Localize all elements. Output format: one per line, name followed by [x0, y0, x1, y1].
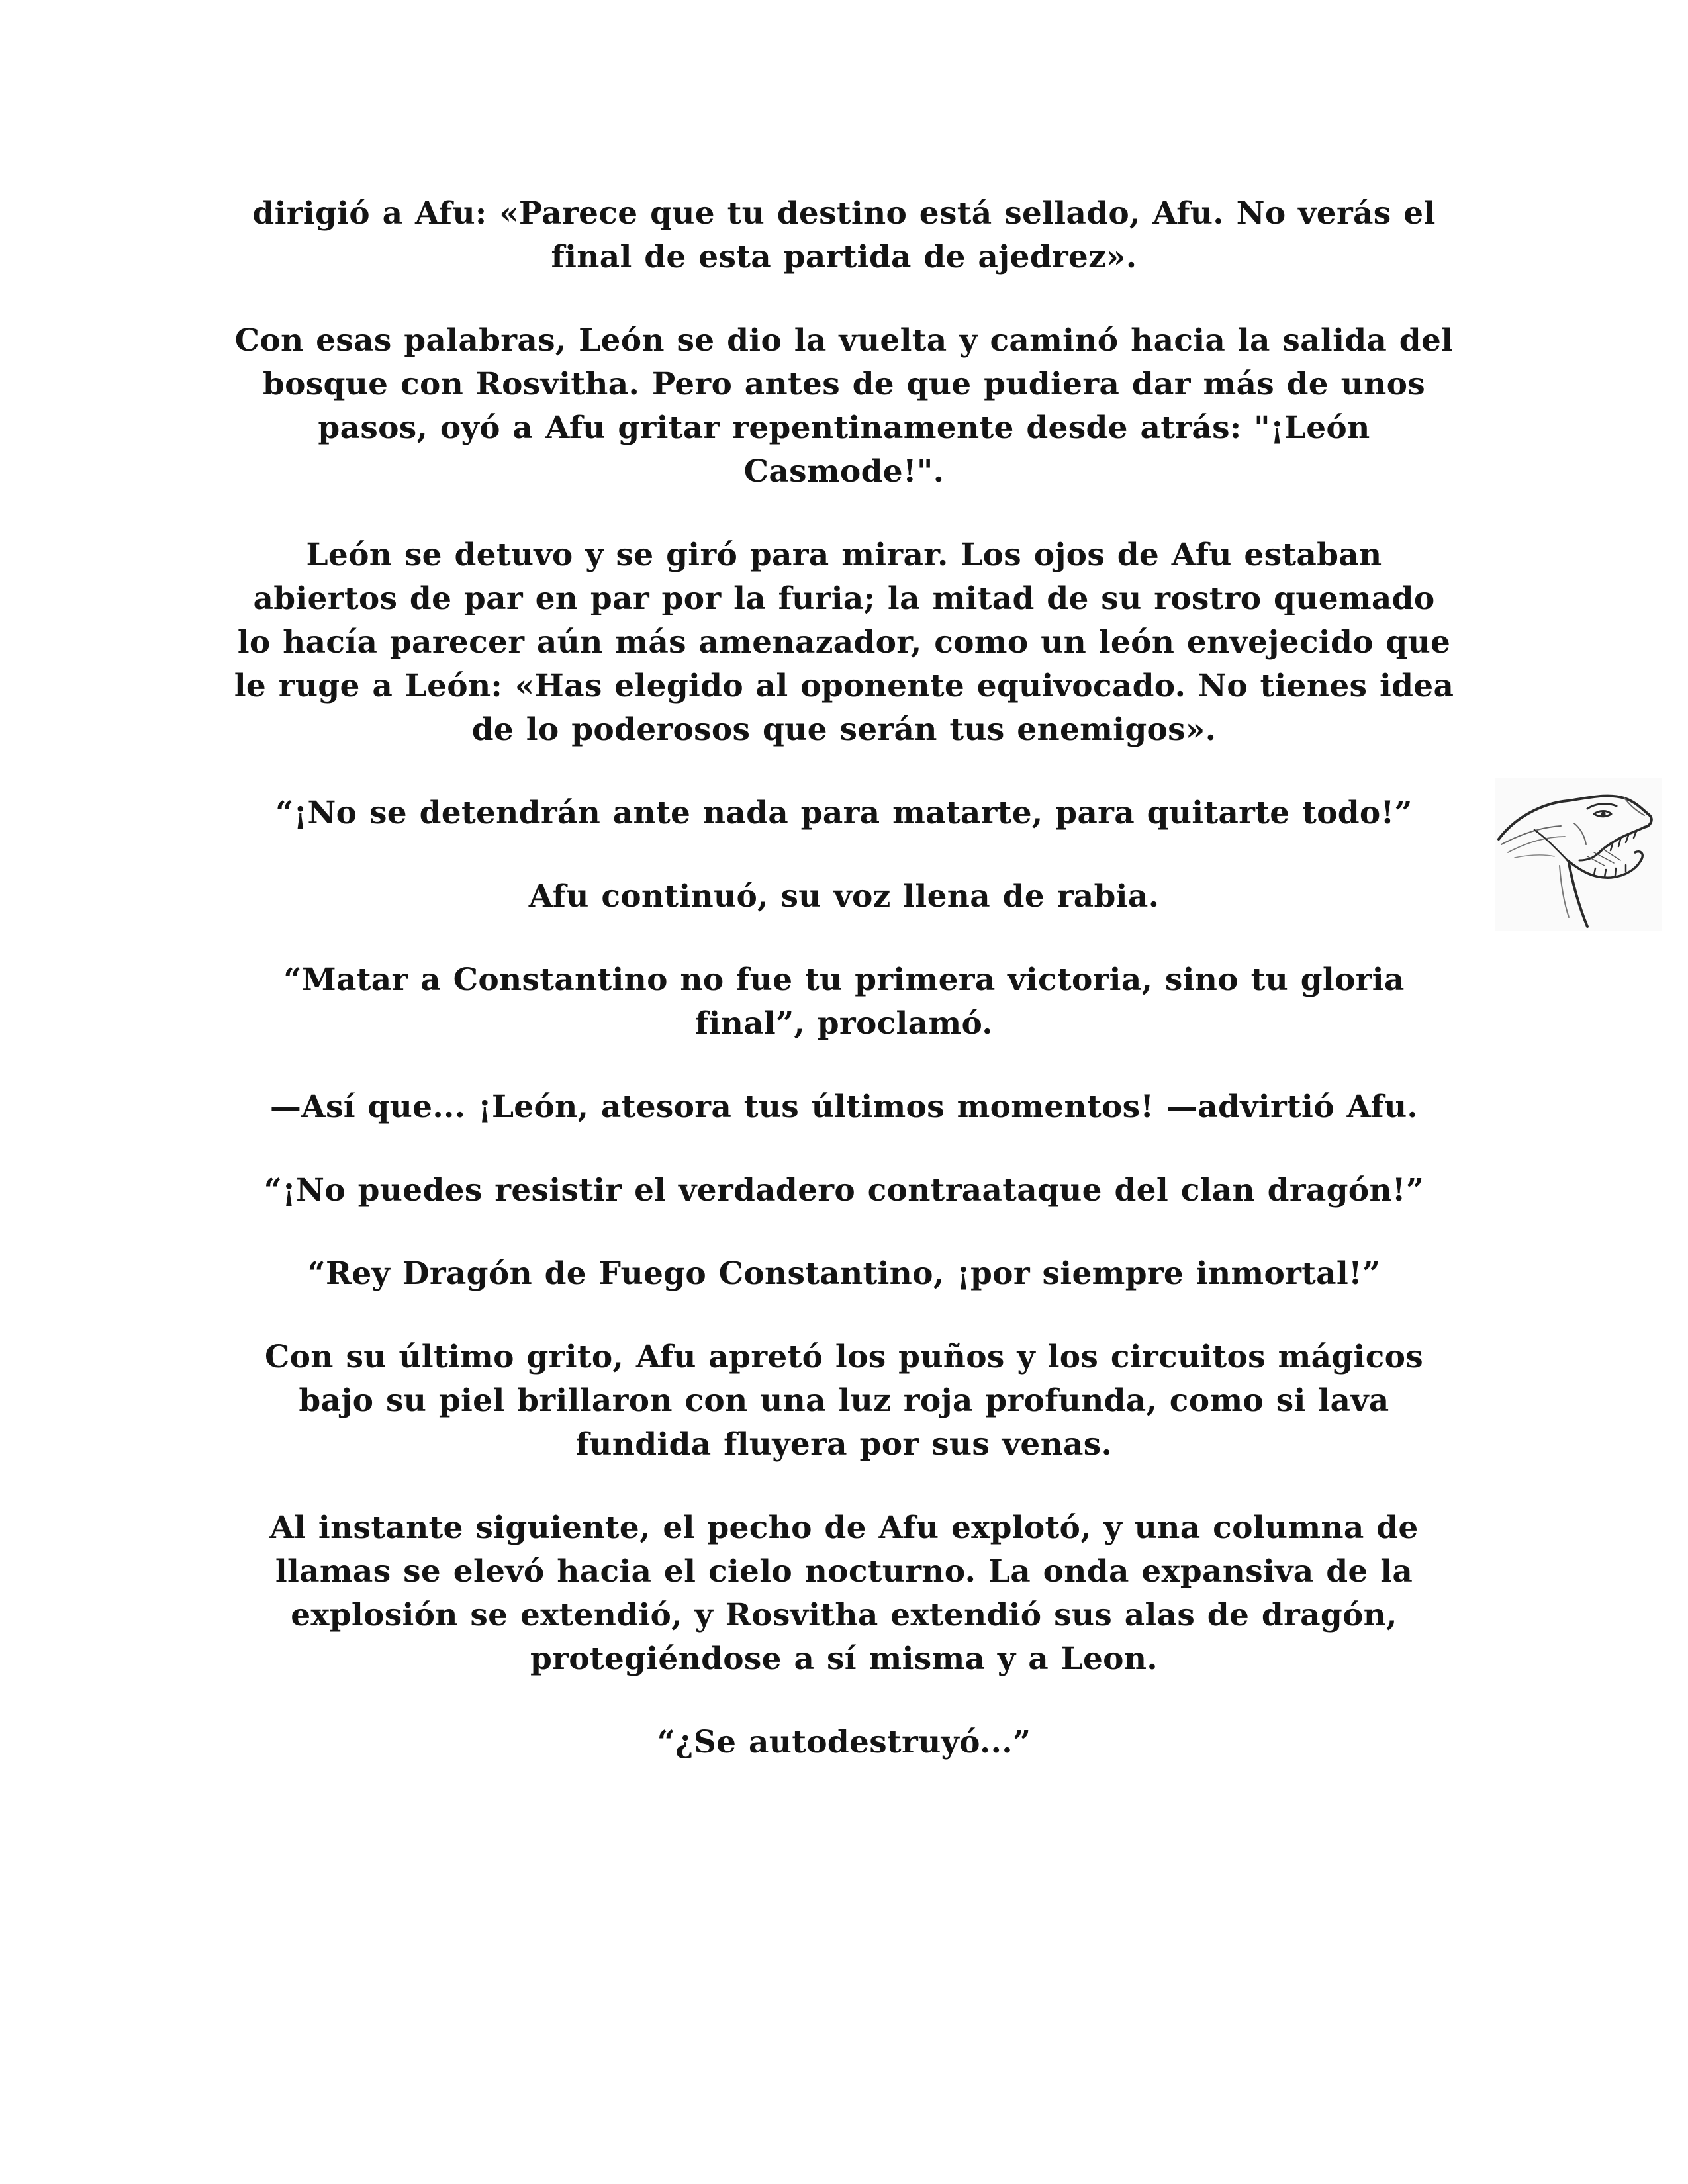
paragraph: Con esas palabras, León se dio la vuelta y caminó hacia la salida del bosque con Rosvitha. Pero antes de que pudiera dar más de unos pasos, oyó a Afu gritar repentinamente desde atrás: "¡León Casmode!".	[234, 322, 1454, 490]
paragraph: —Así que... ¡León, atesora tus últimos momentos! —advirtió Afu.	[269, 1089, 1419, 1125]
story-text	[232, 192, 1456, 1804]
paragraph: “Matar a Constantino no fue tu primera victoria, sino tu gloria final”, proclamó.	[283, 962, 1405, 1042]
dinosaur-head-sketch-icon	[1495, 778, 1662, 931]
paragraph: dirigió a Afu: «Parece que tu destino está sellado, Afu. No verás el final de esta partida de ajedrez».	[252, 195, 1436, 275]
paragraph: “¿Se autodestruyó...”	[657, 1724, 1031, 1760]
paragraph: León se detuvo y se giró para mirar. Los ojos de Afu estaban abiertos de par en par por la furia; la mitad de su rostro quemado lo hacía parecer aún más amenazador, como un león envejecido que le ruge a León: «Has elegido al oponente equivocado. No tienes idea de lo poderosos que serán tus enemigos».	[234, 537, 1454, 748]
paragraph: Con su último grito, Afu apretó los puños y los circuitos mágicos bajo su piel brillaron con una luz roja profunda, como si lava fundida fluyera por sus venas.	[264, 1339, 1424, 1463]
paragraph: Afu continuó, su voz llena de rabia.	[528, 878, 1160, 915]
paragraph: “¡No puedes resistir el verdadero contraataque del clan dragón!”	[263, 1172, 1425, 1208]
paragraph: Al instante siguiente, el pecho de Afu explotó, y una columna de llamas se elevó hacia el cielo nocturno. La onda expansiva de la explosión se extendió, y Rosvitha extendió sus alas de dragón, protegiéndose a sí misma y a Leon.	[269, 1510, 1419, 1677]
paragraph: “¡No se detendrán ante nada para matarte, para quitarte todo!”	[275, 795, 1413, 831]
paragraph: “Rey Dragón de Fuego Constantino, ¡por siempre inmortal!”	[307, 1255, 1381, 1292]
